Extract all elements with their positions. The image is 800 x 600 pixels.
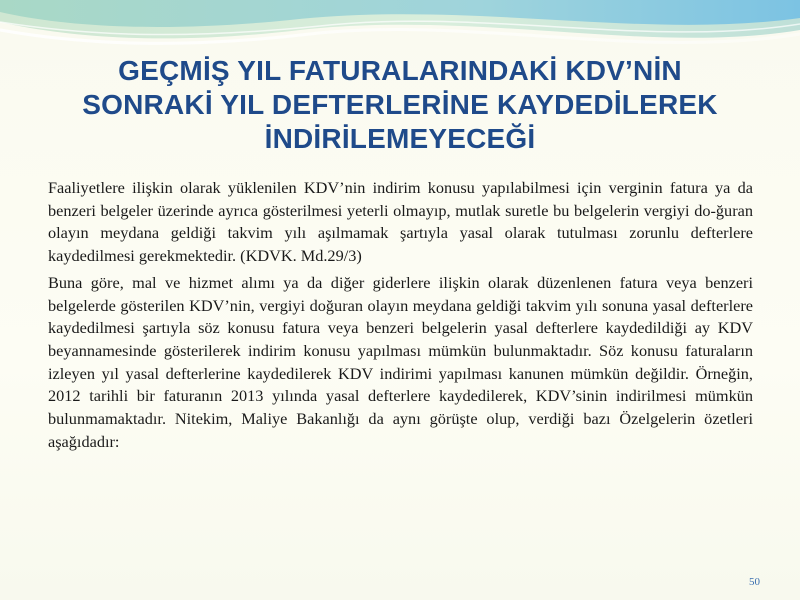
paragraph-2: Buna göre, mal ve hizmet alımı ya da diğer giderlere ilişkin olarak düzenlenen fatura veya benzeri belgelerde gösterilen KDV’nin, vergiyi doğuran olayın meydana geldiği takvim yılı sonuna yasal defterlere kaydedilmesi şartıyla söz konusu fatura veya benzeri belgelerin yasal defterlere kaydedildiği ay KDV beyannamesinde gösterilerek indirim konusu yapılması mümkün bulunmaktadır. Söz konusu faturaların izleyen yıl yasal defterlerine kaydedilerek KDV indirimi yapılması kanunen mümkün değildir. Örneğin, 2012 tarihli bir faturanın 2013 yılında yasal defterlere kaydedilerek, KDV’sinin indirilmesi mümkün bulunmamaktadır. Nitekim, Maliye Bakanlığı da aynı görüşte olup, verdiği bazı Özelgelerin özetleri aşağıdadır: bbox=[48, 272, 753, 451]
slide-body bbox=[48, 177, 753, 457]
slide-title bbox=[40, 54, 760, 156]
page-number: 50 bbox=[749, 576, 760, 588]
paragraph-1: Faaliyetlere ilişkin olarak yüklenilen KDV’nin indirim konusu yapılabilmesi için verginin fatura ya da benzeri belgeler üzerinde ayrıca gösterilmesi yeterli olmayıp, mutlak suretle bu belgelerin vergiyi do-ğuran olayın meydana geldiği takvim yılı aşılmamak şartıyla yasal olarak tutulması zorunlu defterlere kaydedilmesi gerekmektedir. (KDVK. Md.29/3) bbox=[48, 178, 753, 266]
title-line-1: GEÇMİŞ YIL FATURALARINDAKİ KDV’NİN bbox=[118, 55, 682, 86]
title-line-3: İNDİRİLEMEYECEĞİ bbox=[264, 123, 536, 154]
title-line-2: SONRAKİ YIL DEFTERLERİNE KAYDEDİLEREK bbox=[82, 89, 718, 120]
